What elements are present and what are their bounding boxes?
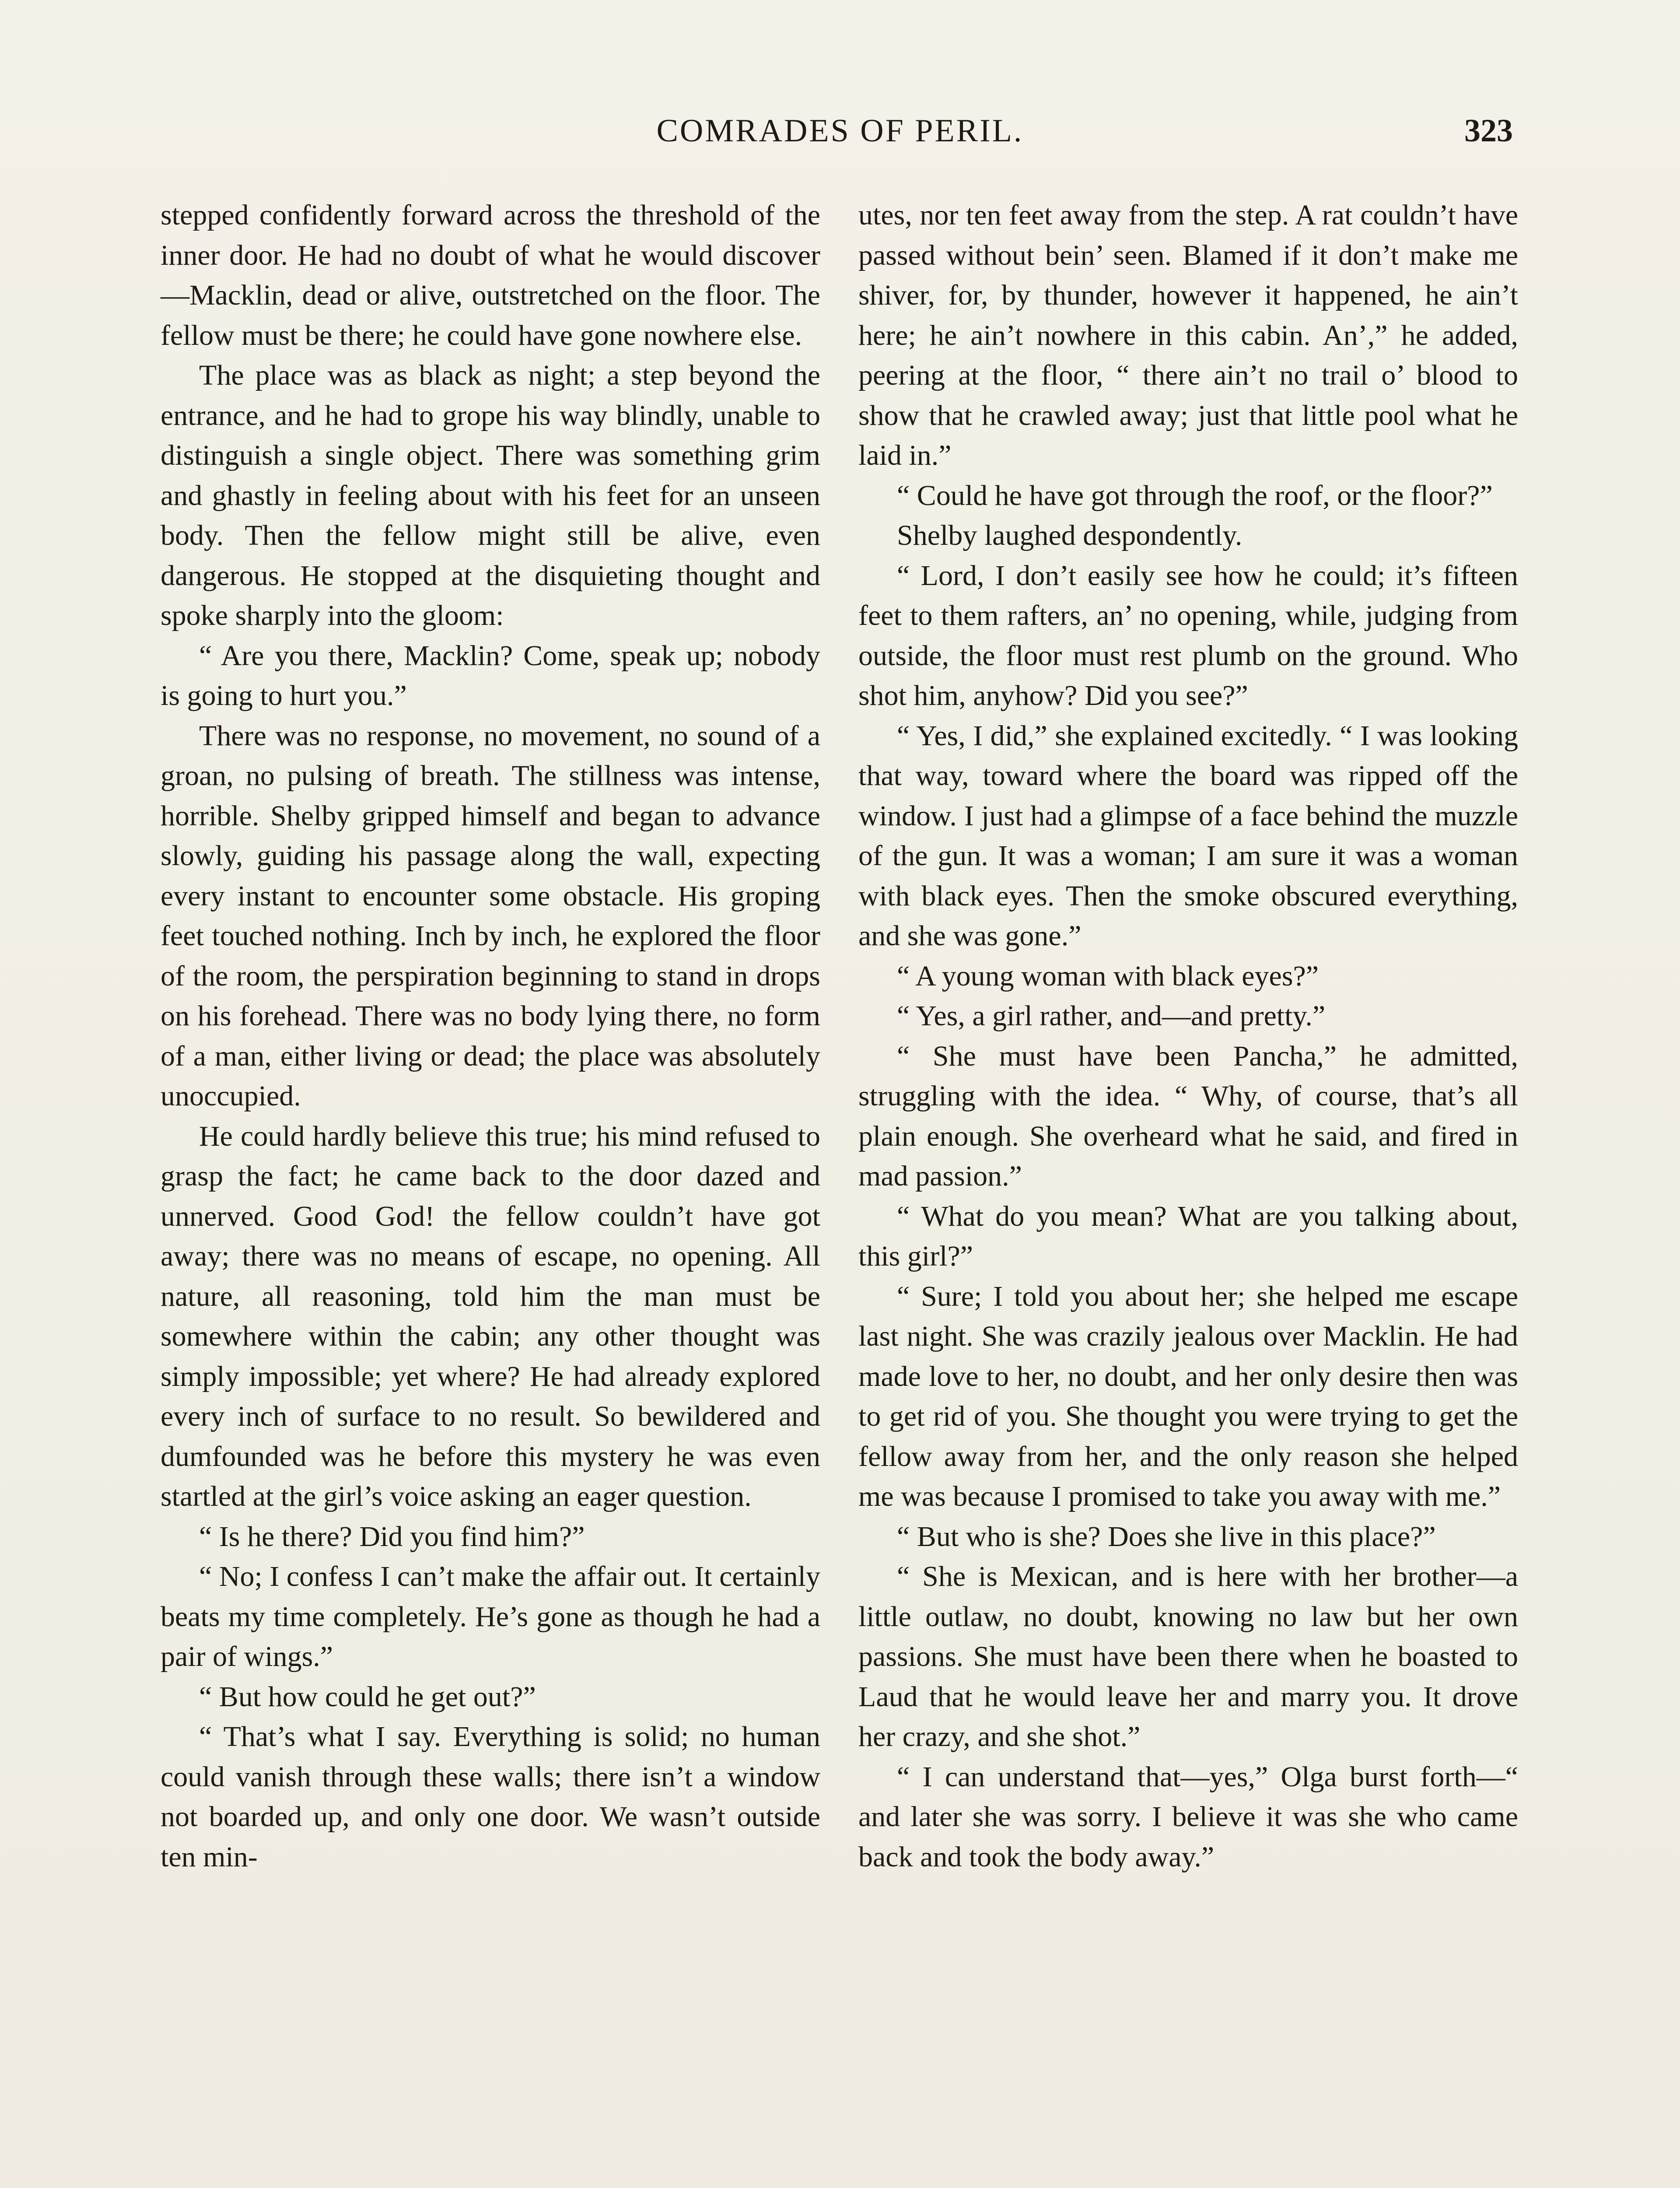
right-column bbox=[858, 195, 1518, 1877]
running-header: COMRADES OF PERIL. bbox=[656, 113, 1024, 149]
paragraph: There was no response, no movement, no sound of a groan, no pulsing of breath. The stillness was intense, horrible. Shelby gripped himself and began to advance slowly, guiding his passage along the wall, expecting every instant to encounter some obstacle. His groping feet touched nothing. Inch by inch, he explored the floor of the room, the perspiration beginning to stand in drops on his forehead. There was no body lying there, no form of a man, either living or dead; the place was absolutely unoccupied. bbox=[161, 719, 820, 1112]
paragraph: “ A young woman with black eyes?” bbox=[897, 960, 1319, 992]
paragraph: “ She is Mexican, and is here with her brother—a little outlaw, no doubt, knowing no law but her own passions. She must have been there when he boasted to Laud that he would leave her and marry you. It drove her crazy, and she shot.” bbox=[858, 1560, 1518, 1753]
paragraph: “ Could he have got through the roof, or the floor?” bbox=[897, 479, 1493, 512]
paragraph: “ That’s what I say. Everything is solid; no human could vanish through these walls; there isn’t a window not boarded up, and only one door. We wasn’t outside ten min- bbox=[161, 1721, 820, 1873]
paragraph: “ Sure; I told you about her; she helped me escape last night. She was crazily jealous over Macklin. He had made love to her, no doubt, and her only desire then was to get rid of you. She thought you were trying to get the fellow away from her, and the only reason she helped me was because I promised to take you away with me.” bbox=[858, 1280, 1518, 1512]
paragraph: “ Is he there? Did you find him?” bbox=[199, 1520, 585, 1553]
paragraph: “ Are you there, Macklin? Come, speak up; nobody is going to hurt you.” bbox=[161, 639, 820, 712]
page-number: 323 bbox=[1464, 113, 1513, 149]
paragraph: The place was as black as night; a step beyond the entrance, and he had to grope his way blindly, unable to distinguish a single object. There was something grim and ghastly in feeling about with his feet for an unseen body. Then the fellow might still be alive, even dangerous. He stopped at the disquieting thought and spoke sharply into the gloom: bbox=[161, 359, 820, 631]
paragraph: “ What do you mean? What are you talking about, this girl?” bbox=[858, 1200, 1518, 1272]
paragraph: “ Lord, I don’t easily see how he could; it’s fifteen feet to them rafters, an’ no opening, while, judging from outside, the floor must rest plumb on the ground. Who shot him, anyhow? Did you see?” bbox=[858, 559, 1518, 712]
paragraph: “ She must have been Pancha,” he admitted, struggling with the idea. “ Why, of course, that’s all plain enough. She overheard what he said, and fired in mad passion.” bbox=[858, 1040, 1518, 1192]
paragraph: stepped confidently forward across the threshold of the inner door. He had no doubt of what he would discover—Macklin, dead or alive, outstretched on the floor. The fellow must be there; he could have gone nowhere else. bbox=[161, 199, 820, 351]
paragraph: “ Yes, a girl rather, and—and pretty.” bbox=[897, 1000, 1326, 1032]
paragraph: “ But who is she? Does she live in this place?” bbox=[897, 1520, 1436, 1553]
paragraph: He could hardly believe this true; his mind refused to grasp the fact; he came back to the door dazed and unnerved. Good God! the fellow couldn’t have got away; there was no means of escape, no opening. All nature, all reasoning, told him the man must be somewhere within the cabin; any other thought was simply impossible; yet where? He had already explored every inch of surface to no result. So bewildered and dumfounded was he before this mystery he was even startled at the girl’s voice asking an eager question. bbox=[161, 1120, 820, 1512]
paragraph: “ Yes, I did,” she explained excitedly. “ I was looking that way, toward where the board was ripped off the window. I just had a glimpse of a face behind the muzzle of the gun. It was a woman; I am sure it was a woman with black eyes. Then the smoke obscured everything, and she was gone.” bbox=[858, 719, 1518, 952]
paragraph: “ No; I confess I can’t make the affair out. It certainly beats my time completely. He’s gone as though he had a pair of wings.” bbox=[161, 1560, 820, 1673]
paragraph: “ I can understand that—yes,” Olga burst forth—“ and later she was sorry. I believe it was she who came back and took the body away.” bbox=[858, 1760, 1518, 1873]
paragraph: “ But how could he get out?” bbox=[199, 1680, 536, 1713]
paragraph: Shelby laughed despondently. bbox=[897, 519, 1242, 551]
paragraph: utes, nor ten feet away from the step. A rat couldn’t have passed without bein’ seen. Blamed if it don’t make me shiver, for, by thunder, however it happened, he ain’t here; he ain’t nowhere in this cabin. An’,” he added, peering at the floor, “ there ain’t no trail o’ blood to show that he crawled away; just that little pool what he laid in.” bbox=[858, 199, 1518, 471]
left-column bbox=[161, 195, 820, 1877]
